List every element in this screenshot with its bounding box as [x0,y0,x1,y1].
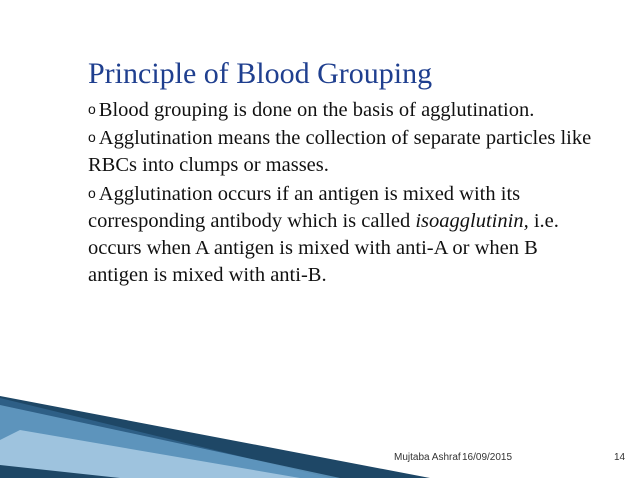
bullet-point-1-text: Blood grouping is done on the basis of agglutination. [98,99,535,121]
footer-page-number: 14 [614,452,626,463]
footer-date: 16/09/2015 [462,452,513,463]
bullet-icon: o [88,184,96,201]
footer-author: Mujtaba Ashraf [394,452,461,463]
bullet-point-3-emphasis: isoagglutinin, [415,209,529,232]
bullet-point-2-text: Agglutination means the collection of separate particles like RBCs into clumps or masses. [88,127,592,177]
bullet-point-3-text-after: i.e. occurs when A antigen is mixed with anti-A or when B antigen is mixed with anti-B. [88,209,559,287]
bullet-point-2 [88,124,598,179]
bullet-point-1 [88,96,598,124]
bullet-point-3 [88,180,598,290]
bullet-point-3-text: Agglutination occurs if an antigen is mixed with its corresponding antibody which is called [88,182,521,232]
slide-body [88,96,598,289]
bullet-icon: o [88,101,96,117]
slide-title: Principle of Blood Grouping [88,57,433,90]
bullet-icon: o [88,129,96,146]
